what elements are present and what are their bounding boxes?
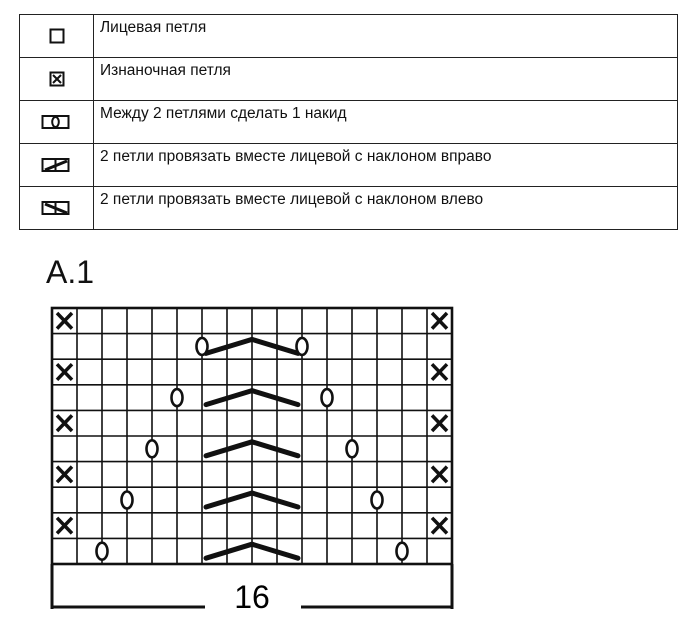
decrease-right-mark [206, 493, 252, 507]
decrease-right-mark [206, 442, 252, 456]
legend-label-knit: Лицевая петля [94, 15, 678, 58]
decrease-left-mark [252, 493, 298, 507]
yarn-over-mark [372, 492, 383, 509]
yarn-over-mark [147, 440, 158, 457]
chart-title: A.1 [46, 254, 95, 290]
decrease-right-mark [206, 391, 252, 405]
repeat-count: 16 [234, 579, 270, 615]
yarn-over-mark [297, 338, 308, 355]
legend-label-k2tog-right: 2 петли провязать вместе лицевой с наклоном вправо [94, 144, 678, 187]
yarn-over-mark [122, 492, 133, 509]
decrease-left-mark [252, 442, 298, 456]
decrease-left-mark [252, 391, 298, 405]
decrease-left-mark [252, 339, 298, 353]
decrease-left-mark [252, 544, 298, 558]
legend-label-k2tog-left: 2 петли провязать вместе лицевой с наклоном влево [94, 187, 678, 230]
decrease-right-mark [206, 339, 252, 353]
yarn-over-mark [197, 338, 208, 355]
yarn-over-mark [97, 543, 108, 560]
yarn-over-mark [172, 389, 183, 406]
yarn-over-mark [347, 440, 358, 457]
chart-grid [52, 308, 452, 564]
legend-label-yarn-over: Между 2 петлями сделать 1 накид [94, 101, 678, 144]
decrease-right-mark [206, 544, 252, 558]
repeat-bracket [52, 564, 452, 615]
legend-label-purl: Изнаночная петля [94, 58, 678, 101]
yarn-over-mark [397, 543, 408, 560]
yarn-over-mark [322, 389, 333, 406]
